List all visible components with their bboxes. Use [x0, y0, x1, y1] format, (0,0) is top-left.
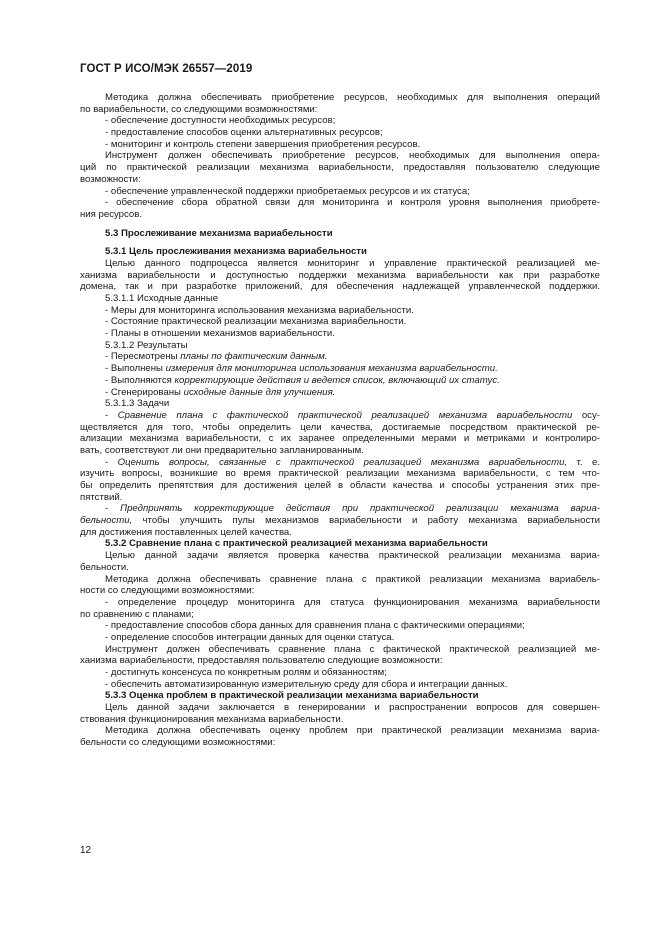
document-body: [80, 92, 600, 749]
text-line: ханизма вариабельности, предоставляя пользователю следующие возможности:: [80, 655, 443, 667]
text-line: - Пересмотрены планы по фактическим данным.: [105, 351, 328, 363]
spacer: [80, 239, 600, 246]
text-line: - обеспечение доступности необходимых ресурсов;: [105, 115, 336, 127]
text-line: - Меры для мониторинга использования механизма вариабельности.: [105, 304, 414, 316]
text-line: 5.3.1.2 Результаты: [105, 339, 188, 351]
page-number: 12: [80, 845, 92, 856]
text-line: ций по практической реализации механизма вариабельности, предоставляя пользователю следующие: [80, 162, 600, 174]
text-line: Методика должна обеспечивать оценку проблем при практической реализации механизма вариа-: [105, 725, 600, 737]
text-line: - Выполнены измерения для мониторинга использования механизма вариабельности.: [105, 363, 498, 375]
text-line: - Предпринять корректирующие действия при практической реализации механизма вариа-: [105, 503, 600, 515]
text-line: ханизма вариабельности и доступностью поддержки механизма вариабельности как при разработке: [80, 269, 600, 281]
text-line: ния ресурсов.: [80, 208, 143, 220]
text-line: - Оценить вопросы, связанные с практической реализацией механизма вариабельности, т. е.: [105, 456, 600, 468]
text-line: - обеспечение управленческой поддержки приобретаемых ресурсов и их статуса;: [105, 185, 470, 197]
text-line: - Планы в отношении механизмов вариабельности.: [105, 328, 335, 340]
text-line: - обеспечение сбора обратной связи для мониторинга и контроля уровня выполнения приобрете-: [105, 197, 600, 209]
text-line: Методика должна обеспечивать сравнение плана с практикой реализации механизма вариабель-: [105, 573, 600, 585]
text-line: ществляется для того, чтобы определить цели качества, достигаемые посредством практической ре-: [80, 421, 600, 433]
section-heading: 5.3.3 Оценка проблем в практической реализации механизма вариабельности: [105, 690, 479, 702]
section-heading: 5.3 Прослеживание механизма вариабельности: [105, 227, 333, 239]
spacer: [80, 221, 600, 228]
text-line: - мониторинг и контроль степени завершения приобретения ресурсов.: [105, 138, 421, 150]
text-line: бельности, чтобы улучшить пулы механизмов вариабельности и работу механизма вариабельности: [80, 515, 600, 527]
text-line: 5.3.1.1 Исходные данные: [105, 293, 219, 304]
text-line: бы определить препятствия для достижения целей в области качества и способы устранения этих пре-: [80, 480, 600, 491]
text-line: по сравнению с планами;: [80, 608, 194, 620]
text-line: Инструмент должен обеспечивать приобретение ресурсов, необходимых для выполнения опера-: [105, 150, 600, 162]
text-line: изучить вопросы, возникшие во время практической реализации механизма вариабельности, с тем что-: [80, 468, 600, 480]
text-line: Методика должна обеспечивать приобретение ресурсов, необходимых для выполнения операций: [105, 92, 600, 103]
text-line: - определение способов интеграции данных для оценки статуса.: [105, 631, 395, 643]
text-line: вать, соответствуют ли они предварительно запланированным.: [80, 444, 364, 456]
text-line: Инструмент должен обеспечивать сравнение плана с фактической практической реализацией ме-: [105, 643, 600, 655]
text-line: - Выполняются корректирующие действия и ведется список, включающий их статус.: [105, 374, 500, 386]
text-line: Цель данной задачи заключается в генерировании и распространении вопросов для совершен-: [105, 702, 600, 714]
text-line: - Сгенерированы исходные данные для улучшения.: [105, 386, 336, 398]
text-line: - достигнуть консенсуса по конкретным ролям и обязанностям;: [105, 667, 387, 678]
section-heading: 5.3.2 Сравнение плана с практической реализацией механизма вариабельности: [105, 538, 488, 550]
text-line: по вариабельности, со следующими возможностями:: [80, 103, 318, 115]
text-line: ализации механизма вариабельности, с их заранее определенными мерами и метриками и контролиро-: [80, 433, 600, 445]
document-header: ГОСТ Р ИСО/МЭК 26557—2019: [80, 63, 253, 75]
text-line: Целью данного подпроцесса является мониторинг и управление практической реализацией ме-: [105, 257, 600, 269]
text-line: ности со следующими возможностями:: [80, 585, 255, 597]
text-line: Целью данной задачи является проверка качества практической реализации механизма вариа-: [105, 550, 600, 562]
text-line: - предоставление способов оценки альтернативных ресурсов;: [105, 127, 383, 139]
text-line: пятствий.: [80, 491, 123, 503]
text-line: бельности со следующими возможностями:: [80, 737, 276, 749]
text-line: - определение процедур мониторинга для статуса функционирования механизма вариабельности: [105, 596, 600, 608]
text-line: - Сравнение плана с фактической практической реализацией механизма вариабельности осу-: [105, 409, 600, 421]
text-line: - обеспечить автоматизированную измерительную среду для сбора и интеграции данных.: [105, 678, 508, 690]
text-line: ствования функционирования механизма вариабельности.: [80, 713, 344, 725]
text-line: возможности:: [80, 173, 141, 185]
section-heading: 5.3.1 Цель прослеживания механизма вариабельности: [105, 246, 367, 258]
text-line: для достижения поставленных целей качества.: [80, 526, 292, 538]
text-line: бельности.: [80, 561, 129, 573]
text-line: - предоставление способов сбора данных для сравнения плана с фактическими операциями;: [105, 620, 525, 632]
text-line: домена, так и при разработке приложений, для обеспечения надлежащей управленческой поддержки.: [80, 281, 600, 293]
text-line: - Состояние практической реализации механизма вариабельности.: [105, 316, 407, 328]
text-line: 5.3.1.3 Задачи: [105, 398, 170, 410]
